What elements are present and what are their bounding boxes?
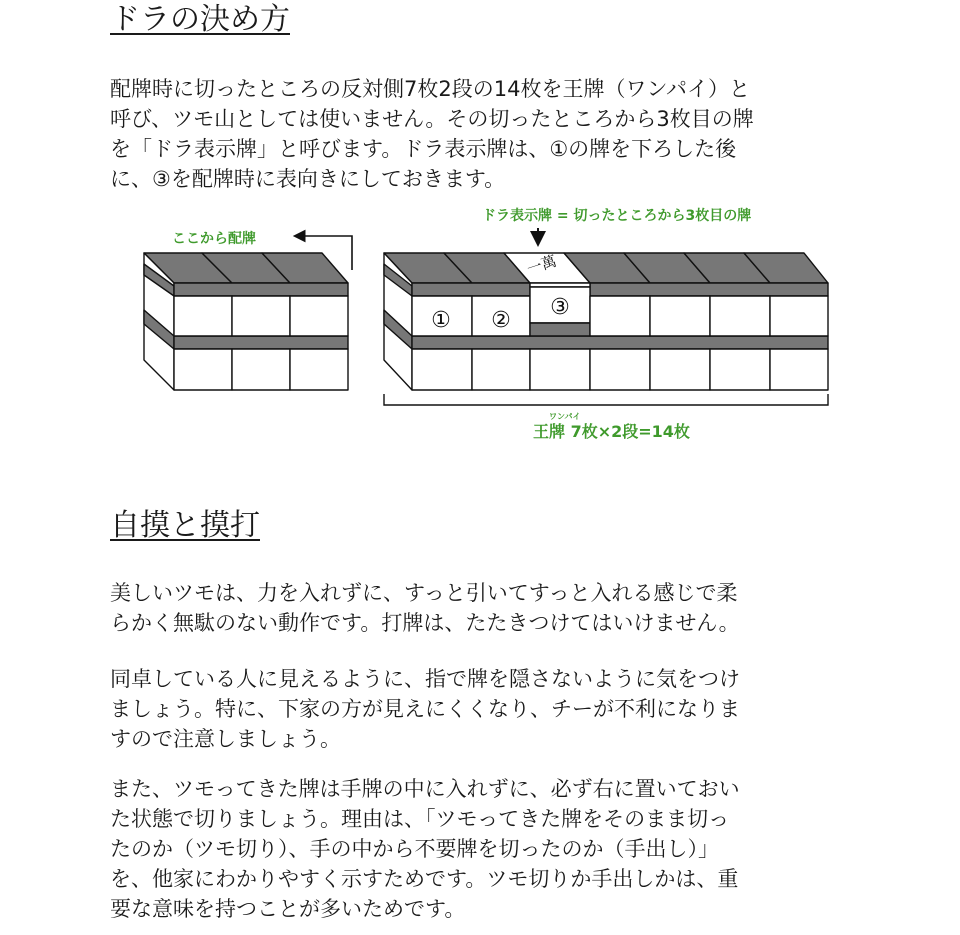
dora-explanation-paragraph: [110, 74, 860, 194]
dora-tile-character: 一萬: [524, 251, 559, 279]
haipai-start-label: ここから配牌: [172, 231, 256, 247]
dead-wall-bracket: [384, 394, 828, 405]
dead-wall-label: 王牌 7枚×2段=14枚: [533, 422, 690, 441]
wanpai-furigana: ワンパイ: [549, 412, 581, 421]
paragraph-line: らかく無駄のない動作です。打牌は、たたきつけてはいけません。: [110, 611, 740, 635]
tile-mark-3: ③: [550, 295, 570, 320]
dora-indicator-label: ドラ表示牌 = 切ったところから3枚目の牌: [482, 208, 752, 224]
paragraph-line: また、ツモってきた牌は手牌の中に入れずに、必ず右に置いておい: [110, 777, 740, 801]
tsumo-paragraph-2: [110, 664, 860, 754]
paragraph-line: 要な意味を持つことが多いためです。: [110, 897, 466, 921]
paragraph-line: 配牌時に切ったところの反対側7枚2段の14枚を王牌（ワンパイ）と: [110, 77, 750, 101]
tsumo-paragraph-1: [110, 578, 860, 638]
left-wall-stack: [144, 253, 348, 390]
paragraph-line: に、③を配牌時に表向きにしておきます。: [110, 167, 506, 191]
dead-wall-diagram: [130, 196, 840, 446]
paragraph-line: たのか（ツモ切り）、手の中から不要牌を切ったのか（手出し）」: [110, 837, 719, 861]
tile-mark-1: ①: [431, 308, 451, 333]
paragraph-line: た状態で切りましょう。理由は、「ツモってきた牌をそのまま切っ: [110, 807, 730, 831]
paragraph-line: を、他家にわかりやすく示すためです。ツモ切りか手出しかは、重: [110, 867, 739, 891]
tile-mark-2: ②: [491, 308, 511, 333]
paragraph-line: ましょう。特に、下家の方が見えにくくなり、チーが不利になりま: [110, 697, 740, 721]
paragraph-line: を「ドラ表示牌」と呼びます。ドラ表示牌は、①の牌を下ろした後: [110, 137, 737, 161]
paragraph-line: 呼び、ツモ山としては使いません。その切ったところから3枚目の牌: [110, 107, 754, 131]
paragraph-line: 美しいツモは、力を入れずに、すっと引いてすっと入れる感じで柔: [110, 581, 738, 605]
section-title-tsumo: 自摸と摸打: [110, 508, 260, 543]
paragraph-line: 同卓している人に見えるように、指で牌を隠さないように気をつけ: [110, 667, 740, 691]
section-title-dora: ドラの決め方: [110, 2, 290, 37]
tsumo-paragraph-3: [110, 774, 860, 924]
paragraph-line: すので注意しましょう。: [110, 727, 341, 751]
